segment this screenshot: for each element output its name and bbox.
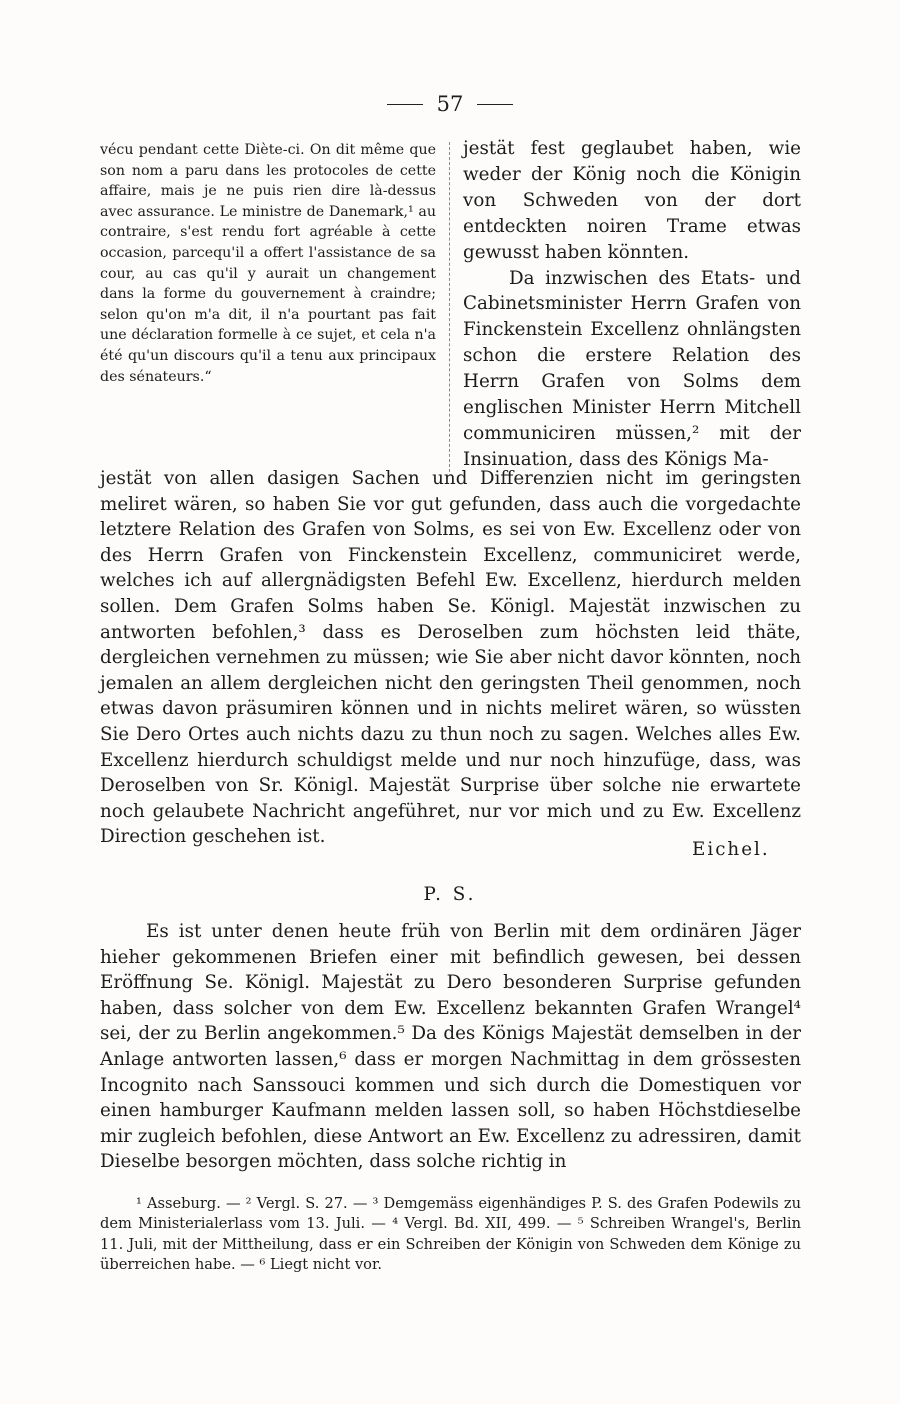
main-text	[100, 466, 801, 850]
ps-paragraph: Es ist unter denen heute früh von Berlin mit dem ordinären Jäger hieher gekommenen Briefen einer mit befindlich gewesen, bei dessen Eröffnung Se. Königl. Majestät zu Dero besonderen Surprise gefunden haben, dass solcher von dem Ew. Excellenz bekannten Grafen Wrangel⁴ sei, der zu Berlin angekommen.⁵ Da des Königs Majestät demselben in der Anlage antworten lassen,⁶ dass er morgen Nachmittag in dem grössesten Incognito nach Sanssouci kommen und sich durch die Domestiquen vor einen hamburger Kaufmann melden lassen soll, so haben Höchstdieselbe mir zugleich befohlen, diese Antwort an Ew. Excellenz zu adressiren, damit Dieselbe besorgen möchten, dass solche richtig in	[100, 921, 801, 1173]
footnote-text: ¹ Asseburg. — ² Vergl. S. 27. — ³ Demgemäss eigenhändiges P. S. des Grafen Podewils zu dem Ministerialerlass vom 13. Juli. — ⁴ Vergl. Bd. XII, 499. — ⁵ Schreiben Wrangel's, Berlin 11. Juli, mit der Mittheilung, dass er ein Schreiben der Königin von Schweden dem Könige zu überreichen habe. — ⁶ Liegt nicht vor.	[100, 1195, 801, 1274]
left-column-quote	[100, 140, 436, 387]
page-number: 57	[436, 92, 464, 116]
header-dash-left	[387, 104, 423, 105]
header-dash-right	[477, 104, 513, 105]
right-column	[463, 136, 801, 473]
left-column-text: vécu pendant cette Diète-ci. On dit même que son nom a paru dans les protocoles de cette affaire, mais je ne puis rien dire là-dessus avec assurance. Le ministre de Danemark,¹ au contraire, s'est rendu fort agréable à cette occasion, parcequ'il a offert l'assistance de sa cour, au cas qu'il y aurait un changement dans la forme du gouvernement à craindre; selon qu'on m'a dit, il n'a pourtant pas fait une déclaration formelle à ce sujet, et cela n'a été qu'un discours qu'il a tenu aux principaux des sénateurs.“	[100, 142, 436, 385]
ps-body	[100, 919, 801, 1175]
signature: Eichel.	[692, 839, 770, 860]
right-column-paragraph-2: Da inzwischen des Etats- und Cabinetsminister Herrn Grafen von Finckenstein Excellenz ohnlängsten schon die erstere Relation des Herrn Grafen von Solms dem englischen Minister Herrn Mitchell communiciren müssen,² mit der Insinuation, dass des Königs Ma-	[463, 267, 801, 470]
footnotes	[100, 1194, 801, 1276]
ps-heading: P. S.	[423, 884, 477, 905]
page-header	[0, 92, 900, 116]
main-paragraph: jestät von allen dasigen Sachen und Differenzien nicht im geringsten meliret wären, so haben Sie vor gut gefunden, dass auch die vorgedachte letztere Relation des Grafen von Solms, es sei von Ew. Excellenz oder von des Herrn Grafen von Finckenstein Excellenz, communiciret werde, welches ich auf allergnädigsten Befehl Ew. Excellenz, hierdurch melden sollen. Dem Grafen Solms haben Se. Königl. Majestät inzwischen zu antworten befohlen,³ dass es Deroselben zum höchsten leid thäte, dergleichen vernehmen zu müssen; wie Sie aber nicht davor könnten, noch jemalen an allem dergleichen nicht den geringsten Theil genommen, noch etwas davon präsumiren können und in nichts meliret wären, so wüssten Sie Dero Ortes auch nichts dazu zu thun noch zu sagen. Welches alles Ew. Excellenz hierdurch schuldigst melde und nur noch hinzufüge, dass, was Deroselben von Sr. Königl. Majestät Surprise über solche nie erwartete noch gelaubete Nachricht angeführet, nur vor mich und zu Ew. Excellenz Direction geschehen ist.	[100, 468, 801, 848]
right-column-paragraph-1: jestät fest geglaubet haben, wie weder der König noch die Königin von Schweden von der dort entdeckten noiren Trame etwas gewusst haben könnten.	[463, 138, 801, 263]
column-divider	[449, 142, 450, 472]
